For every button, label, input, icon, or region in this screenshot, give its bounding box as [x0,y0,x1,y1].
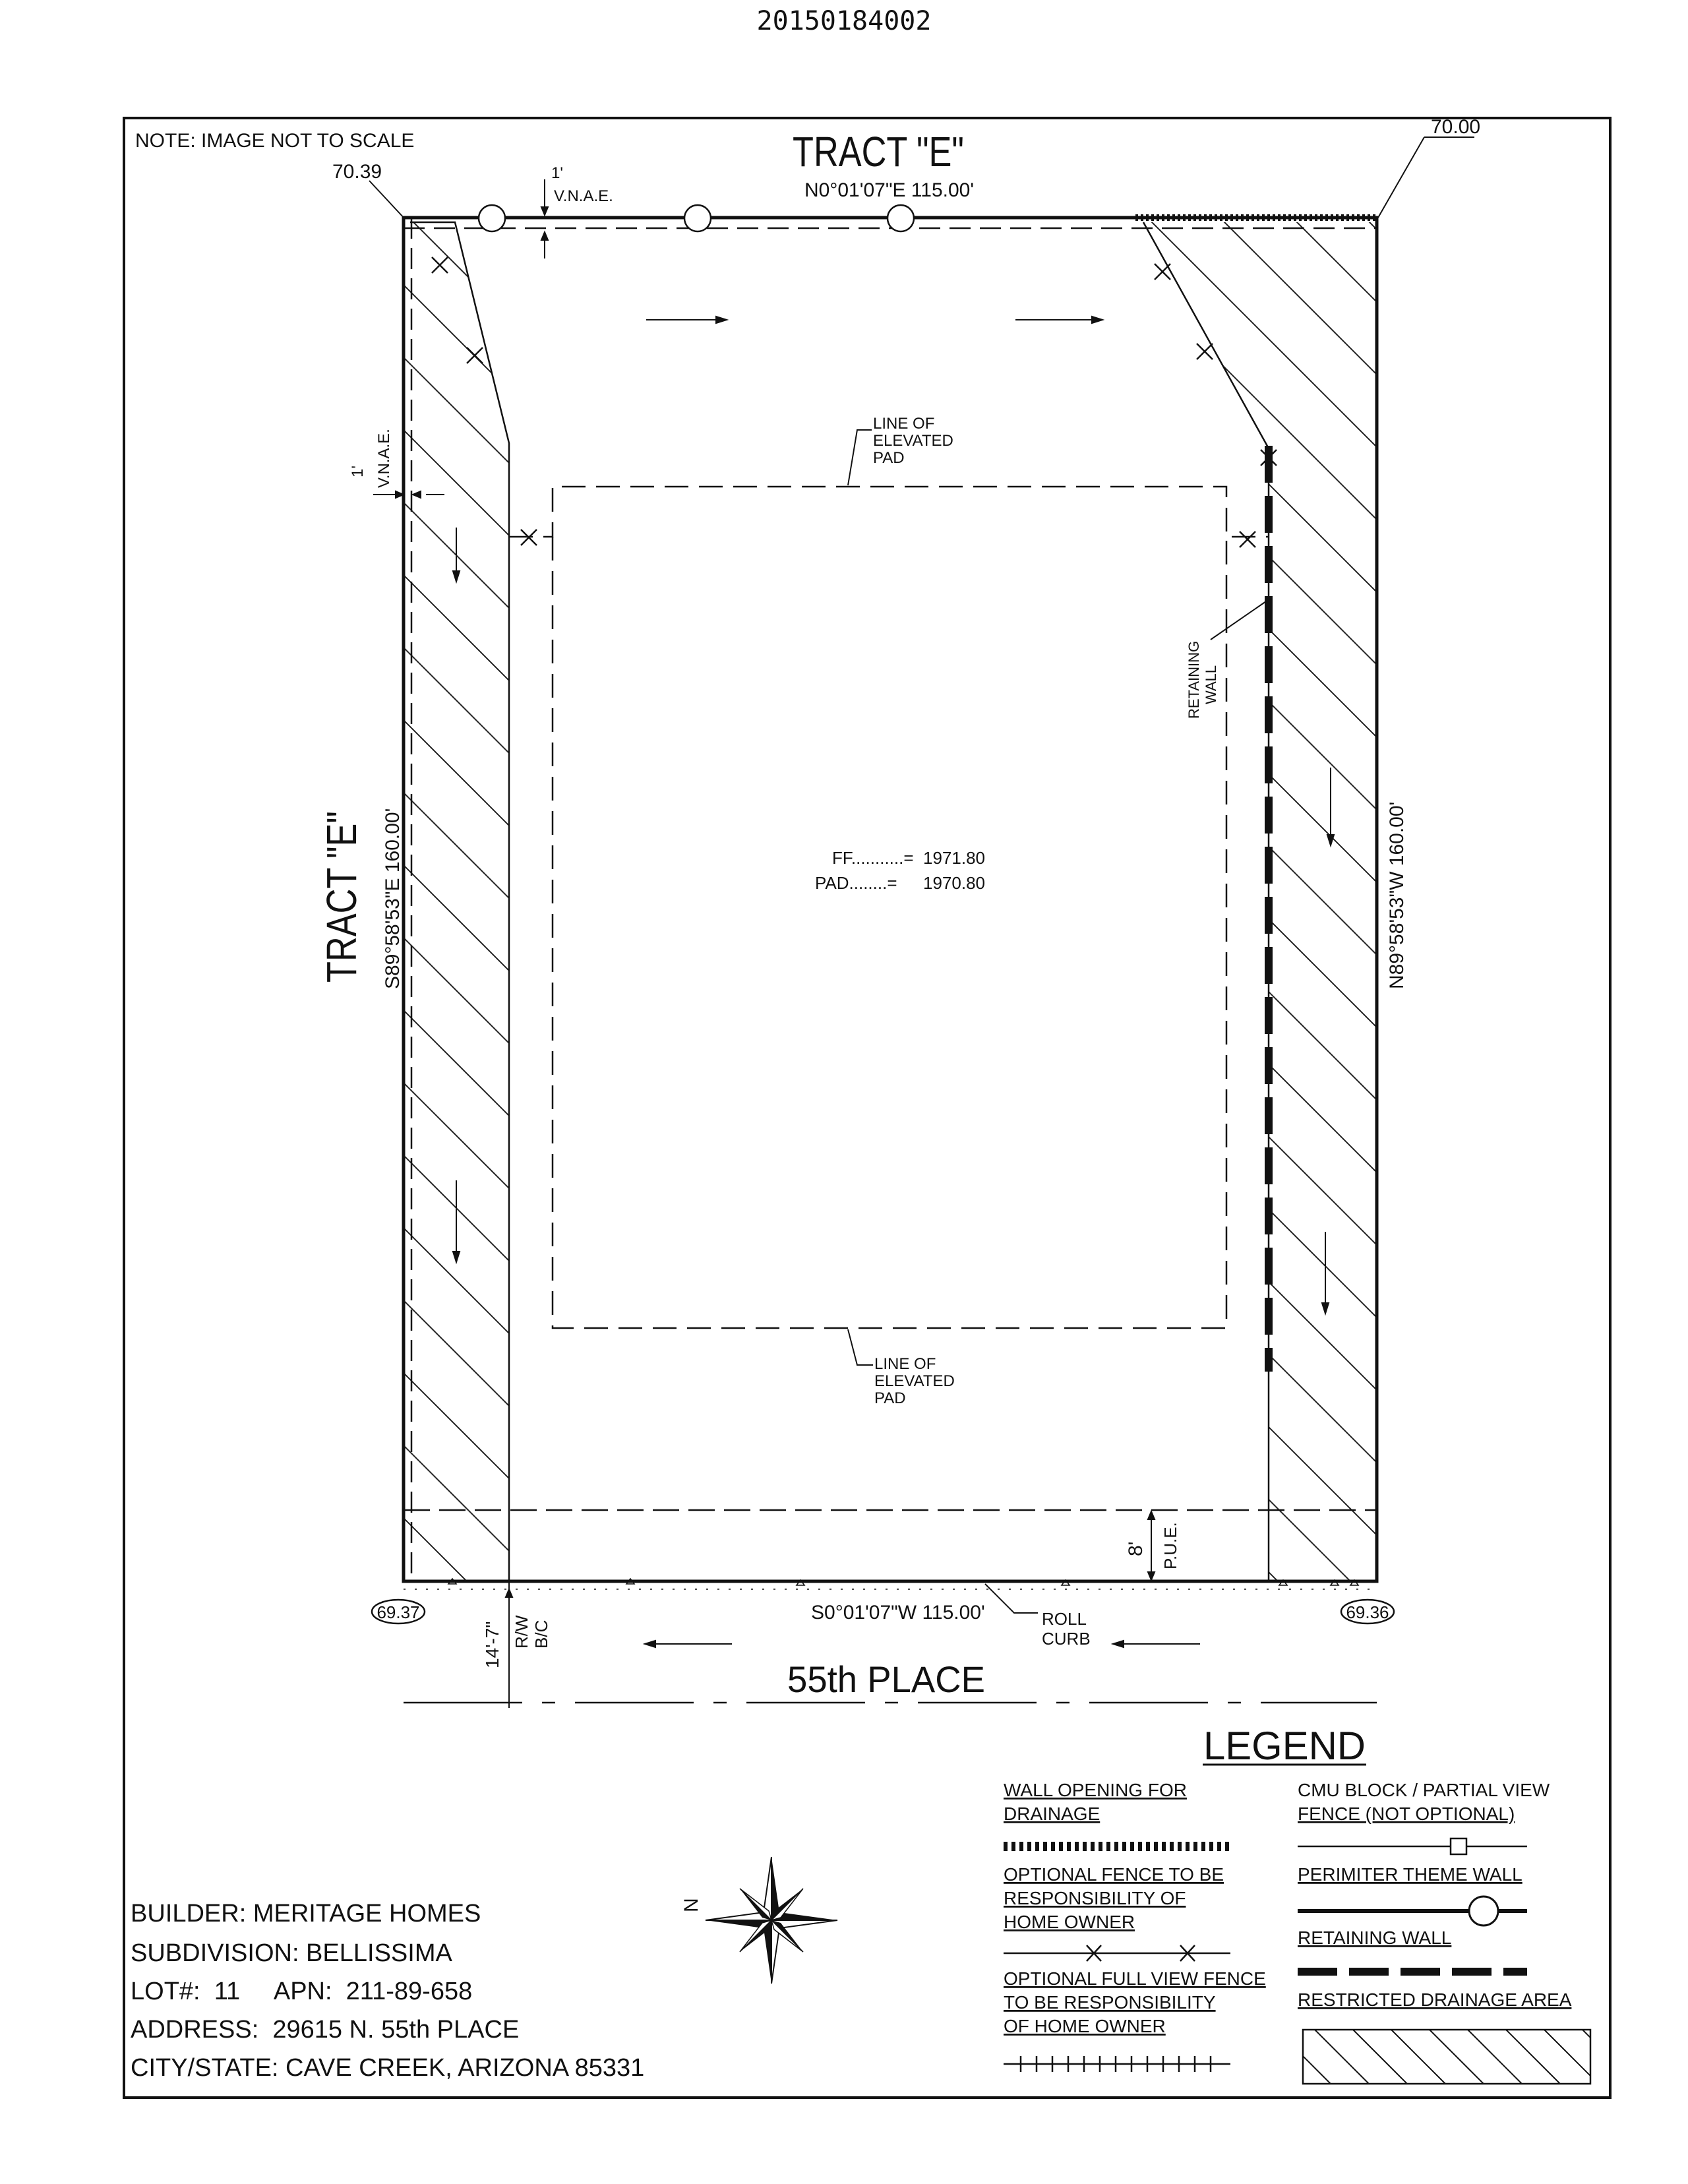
hatch-line [1002,218,1688,1583]
roll-curb-leader [985,1584,1038,1613]
city-state: CITY/STATE: CAVE CREEK, ARIZONA 85331 [131,2054,645,2082]
north-bearing: N0°01'07"E 115.00' [804,179,975,201]
tract-label-top: TRACT "E" [793,128,964,175]
rw-label: R/W [512,1615,531,1649]
east-bearing: N89°58'53"W 160.00' [1386,801,1408,989]
hatch-line [0,218,758,1583]
hatch-line [0,218,1279,1583]
tract-label-left: TRACT "E" [318,772,365,983]
north-arrow-compass-icon [706,1857,837,1984]
hatch-line [0,218,541,1583]
legend-cmu-block-1: CMU BLOCK / PARTIAL VIEW [1298,1780,1550,1800]
hatch-line [1220,218,1688,1583]
legend-full-view-fence-symbol [1004,2056,1230,2072]
compass-north-label: N [680,1898,702,1912]
fence-x-markers [432,257,1277,547]
hatch-line [1075,218,1688,1583]
pue-label: P.U.E. [1160,1522,1180,1569]
pad-value: 1970.80 [923,873,985,893]
hatch-line [0,218,1134,1583]
retaining-wall-callout-2: WALL [1203,665,1219,704]
restricted-drainage-area-right [0,218,1688,1583]
hatch-line [0,218,976,1583]
elevated-pad-callout-top-2: ELEVATED [873,432,953,450]
wall-opening-marker [479,205,505,231]
legend-optional-fence-symbol [1004,1945,1230,1961]
hatch-line [0,218,1193,1583]
vnae-top-dimension: 1' [551,164,563,182]
elevated-pad-callout-bottom-2: ELEVATED [874,1372,955,1390]
sheet-frame [124,118,1610,2098]
pad-label: PAD........= [815,873,897,893]
legend-title: LEGEND [1203,1724,1366,1768]
elevated-pad-leader-top [848,430,872,485]
hatch-line [1147,218,1688,1583]
ff-value: 1971.80 [923,848,985,868]
legend-full-view-fence-1: OPTIONAL FULL VIEW FENCE [1004,1968,1266,1989]
legend-full-view-fence-2: TO BE RESPONSIBILITY [1004,1992,1216,2013]
legend-cmu-block-symbol [1298,1838,1527,1854]
drainage-flow-arrows [453,317,1334,1647]
roll-curb-callout-2: CURB [1042,1629,1091,1649]
elevated-pad-callout-top-1: LINE OF [873,415,935,433]
hatch-line [0,218,1352,1583]
hatch-line [495,218,1688,1583]
ne-elevation-leader [1378,137,1424,218]
vnae-left-label: V.N.A.E. [375,429,393,488]
legend-cmu-block-2: FENCE (NOT OPTIONAL) [1298,1804,1515,1824]
vnae-left-dimension: 1' [349,466,367,477]
line-of-elevated-pad-box [553,537,1226,1328]
elevated-pad-callout-bottom-1: LINE OF [874,1355,936,1373]
legend-retaining-wall: RETAINING WALL [1298,1927,1452,1948]
street-name: 55th PLACE [787,1658,985,1700]
roll-curb-callout-1: ROLL [1042,1609,1087,1629]
nw-elevation-leader [369,181,405,219]
bc-label: B/C [531,1620,551,1649]
legend-full-view-fence-3: OF HOME OWNER [1004,2016,1166,2036]
elevated-pad-callout-bottom-3: PAD [874,1389,906,1407]
wall-opening-marker [684,205,711,231]
legend-perimeter-wall: PERIMITER THEME WALL [1298,1864,1522,1885]
hatch-line [0,218,1207,1583]
hatch-line [0,218,903,1583]
hatch-line [59,218,1424,1583]
legend-wall-opening-1: WALL OPENING FOR [1004,1780,1187,1800]
nw-corner-elevation: 70.39 [332,161,382,183]
vnae-top-label: V.N.A.E. [554,187,613,205]
pue-dimension [1148,1511,1155,1580]
hatch-line [930,218,1688,1583]
lot-apn: LOT#: 11 APN: 211-89-658 [131,1978,473,2005]
line-of-elevated-pad [509,487,1269,537]
optional-fence-right [1143,222,1269,1581]
hatch-line [422,218,1688,1583]
legend-optional-fence-3: HOME OWNER [1004,1912,1135,1932]
hatch-line [567,218,1688,1583]
rw-dimension-label: 14'-7" [482,1621,502,1668]
address: ADDRESS: 29615 N. 55th PLACE [131,2016,520,2044]
document-number: 20150184002 [756,6,932,36]
legend-optional-fence-1: OPTIONAL FENCE TO BE [1004,1864,1224,1885]
hatch-line [0,218,613,1583]
hatch-line [349,218,1688,1583]
hatch-line [640,218,1688,1583]
legend-restricted-drainage-symbol [1238,2030,1637,2084]
optional-fence-left [410,222,509,1581]
wall-opening-marker [888,205,914,231]
builder: BUILDER: MERITAGE HOMES [131,1900,481,1927]
west-bearing: S89°58'53"E 160.00' [382,808,404,989]
hatch-line [1238,2030,1292,2084]
vnae-left-callout [373,491,444,498]
elevated-pad-callout-top-3: PAD [873,449,905,467]
retaining-wall-callout-1: RETAINING [1186,640,1202,719]
sw-corner-elevation: 69.37 [377,1602,420,1622]
retaining-wall-leader [1211,601,1266,640]
hatch-line [336,218,1688,1583]
hatch-line [0,218,1266,1583]
pue-dimension-label: 8' [1125,1541,1147,1556]
legend-perimeter-wall-symbol [1298,1896,1527,1926]
se-corner-elevation: 69.36 [1346,1602,1389,1622]
south-bearing: S0°01'07"W 115.00' [811,1602,985,1623]
legend-restricted-drainage: RESTRICTED DRAINAGE AREA [1298,1989,1572,2010]
restricted-drainage-area-left [0,218,1688,1583]
legend-optional-fence-2: RESPONSIBILITY OF [1004,1888,1186,1908]
legend-wall-opening-2: DRAINAGE [1004,1804,1100,1824]
scale-note: NOTE: IMAGE NOT TO SCALE [135,130,415,152]
hatch-line [46,218,1411,1583]
elevated-pad-leader-bottom [848,1329,873,1365]
hatch-line [481,218,1688,1583]
hatch-line [712,218,1688,1583]
hatch-line [409,218,1688,1583]
hatch-line [0,218,1339,1583]
hatch-line [1365,218,1688,1583]
ne-corner-elevation: 70.00 [1431,116,1481,138]
subdivision: SUBDIVISION: BELLISSIMA [131,1939,452,1967]
ff-label: FF...........= [832,848,914,868]
